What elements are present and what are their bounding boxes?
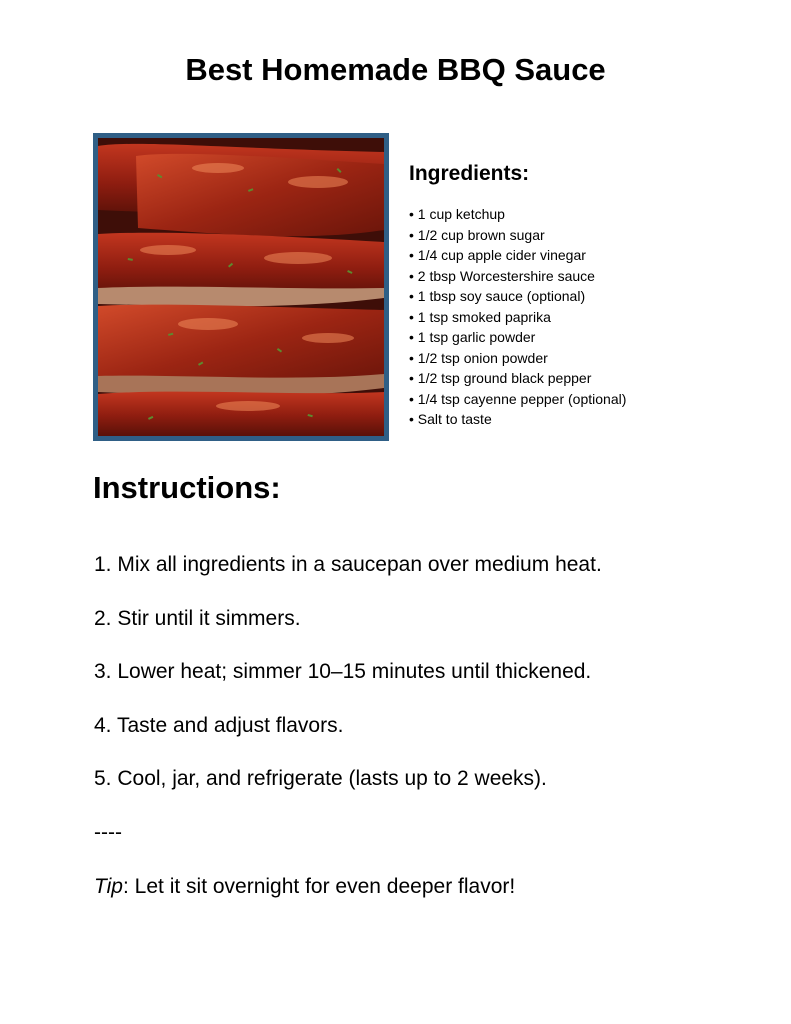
- bullet: •: [409, 267, 414, 284]
- instruction-step: 2. Stir until it simmers.: [94, 606, 301, 630]
- ingredient-item: [409, 204, 626, 225]
- ingredient-item: [409, 266, 626, 287]
- ingredient-text: 1/4 cup apple cider vinegar: [417, 247, 586, 263]
- bullet: •: [409, 206, 414, 222]
- ingredient-item: [409, 409, 626, 430]
- ingredient-text: 1/2 tsp ground black pepper: [417, 370, 592, 386]
- bullet: •: [409, 411, 414, 427]
- ingredients-list: [409, 204, 626, 430]
- bullet: •: [409, 329, 414, 345]
- ribs-illustration: [98, 138, 384, 436]
- divider: ----: [94, 821, 122, 844]
- ingredient-text: 1 tsp smoked paprika: [417, 308, 551, 325]
- tip: [94, 872, 515, 902]
- ingredient-text: 1 tsp garlic powder: [417, 329, 536, 345]
- tip-label: Tip: [94, 875, 123, 898]
- page-title: Best Homemade BBQ Sauce: [185, 52, 606, 87]
- ingredient-item: [409, 245, 626, 266]
- ingredient-text: 1/2 tsp onion powder: [417, 349, 548, 366]
- bullet: •: [409, 247, 414, 263]
- ingredients-heading: Ingredients:: [409, 162, 530, 185]
- ingredient-text: 1/2 cup brown sugar: [417, 226, 545, 243]
- ingredient-item: [409, 286, 626, 307]
- tip-text: : Let it sit overnight for even deeper flavor!: [123, 875, 516, 898]
- ingredient-item: [409, 225, 626, 246]
- instruction-step: 5. Cool, jar, and refrigerate (lasts up to 2 weeks).: [94, 767, 547, 790]
- bullet: •: [409, 308, 414, 325]
- bullet: •: [409, 288, 414, 304]
- ingredient-text: 1/4 tsp cayenne pepper (optional): [417, 390, 627, 407]
- bullet: •: [409, 370, 414, 386]
- instruction-step: 4. Taste and adjust flavors.: [94, 713, 344, 737]
- ingredient-text: Salt to taste: [417, 411, 492, 427]
- ingredient-text: 1 cup ketchup: [417, 206, 505, 222]
- ingredient-item: [409, 389, 626, 410]
- ingredient-item: [409, 368, 626, 389]
- instruction-step: 1. Mix all ingredients in a saucepan over medium heat.: [94, 553, 602, 576]
- ingredient-text: 2 tbsp Worcestershire sauce: [417, 267, 595, 284]
- ingredient-text: 1 tbsp soy sauce (optional): [417, 288, 586, 304]
- ingredient-item: [409, 307, 626, 328]
- instructions-list: [94, 550, 602, 818]
- bullet: •: [409, 349, 414, 366]
- bullet: •: [409, 226, 414, 243]
- instructions-heading: Instructions:: [93, 470, 281, 505]
- bullet: •: [409, 390, 414, 407]
- ingredient-item: [409, 327, 626, 348]
- bbq-ribs-photo: [93, 133, 389, 441]
- instruction-step: 3. Lower heat; simmer 10–15 minutes until thickened.: [94, 660, 592, 683]
- ingredient-item: [409, 348, 626, 369]
